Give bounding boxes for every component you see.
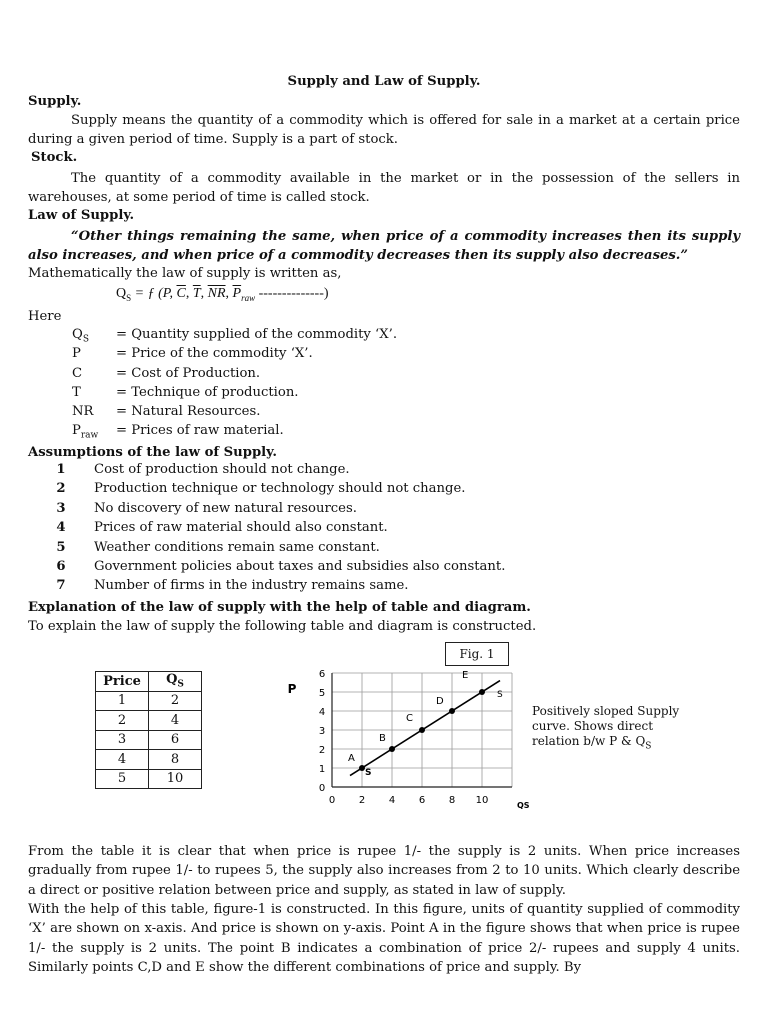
y-tick-label: 4 [318, 707, 326, 718]
y-tick-label: 2 [318, 745, 326, 756]
definitions-list [72, 327, 397, 443]
table-row: 2 4 [96, 711, 202, 731]
figure-label: Fig. 1 [445, 642, 509, 666]
data-point [419, 727, 425, 733]
data-point [479, 689, 485, 695]
table-header-row [96, 672, 202, 692]
explanation-intro: To explain the law of supply the following table and diagram is constructed. [28, 619, 537, 634]
assumptions-heading: Assumptions of the law of Supply. [28, 445, 277, 460]
data-point [389, 746, 395, 752]
definition-row: NR = Natural Resources. [72, 404, 261, 420]
list-item: 7 Number of firms in the industry remains same. [56, 578, 409, 594]
list-item: 3 No discovery of new natural resources. [56, 500, 357, 516]
supply-heading: Supply. [28, 94, 82, 109]
supply-paragraph: Supply means the quantity of a commodity which is offered for sale in a market at a certain price during a given period of time. Supply is a part of stock. [28, 113, 740, 148]
point-label: D [436, 696, 444, 707]
law-heading: Law of Supply. [28, 208, 135, 223]
x-tick-label: 0 [328, 795, 336, 806]
list-item: 6 Government policies about taxes and subsidies also constant. [56, 558, 506, 574]
table-row: 3 6 [96, 730, 202, 750]
x-tick-label: 4 [388, 795, 396, 806]
curve-label-top: S [497, 689, 503, 700]
stock-heading: Stock. [31, 150, 78, 165]
curve-label-bottom: S [365, 768, 372, 778]
supply-function-formula: $Q_S$ = ƒ (P, $\overline{C}$, $\overline{T}$, $\overline{NR}$, $\overline{P}_{raw}$ --------------) [116, 286, 329, 303]
list-item: 2 Production technique or technology should not change. [56, 481, 466, 497]
point-label: A [348, 753, 355, 764]
explanation-heading: Explanation of the law of supply with the help of table and diagram. [28, 600, 531, 615]
math-intro: Mathematically the law of supply is written as, [28, 266, 342, 281]
y-tick-label: 5 [318, 688, 326, 699]
y-tick-label: 3 [318, 726, 326, 737]
closing-paragraph-2: With the help of this table, figure-1 is constructed. In this figure, units of quantity supplied of commodity ‘X’ are shown on x-axis. And price is shown on y-axis. Point A in the figure shows that when price is rupee 1/- the supply is 2 units. The point B indicates a combination of price 2/- rupees and supply 4 units. Similarly points C,D and E show the different combinations of price and supply. By [28, 902, 740, 976]
supply-curve-line [350, 681, 500, 776]
supply-curve-chart [278, 664, 538, 814]
definition-row: C = Cost of Production. [72, 365, 261, 381]
x-tick-label: 8 [448, 795, 456, 806]
x-tick-label: 6 [418, 795, 426, 806]
figure-note: Positively sloped Supply curve. Shows direct relation b/w P & $Q_S$ [532, 704, 680, 752]
y-tick-label: 0 [318, 783, 326, 794]
law-statement: “Other things remaining the same, when price of a commodity increases then its supply also increases, and when price of a commodity decreases then its supply also decreases.” [28, 229, 740, 264]
table-row: 4 8 [96, 750, 202, 770]
definition-row: T = Technique of production. [72, 384, 299, 400]
definition-row: P = Price of the commodity ‘X’. [72, 346, 313, 362]
assumptions-list [28, 462, 505, 598]
definition-row: $P_{raw}$ = Prices of raw material. [72, 423, 284, 442]
point-label: B [379, 733, 386, 744]
table-row: 1 2 [96, 691, 202, 711]
closing-paragraph-1: From the table it is clear that when price is rupee 1/- the supply is 2 units. When price increases gradually from rupee 1/- to rupees 5, the supply also increases from 2 to 10 units. Which clearly describe a direct or positive relation between price and supply, as stated in law of supply. [28, 844, 740, 898]
point-label: E [462, 670, 469, 681]
qs-column-header: $Q_S$ [149, 672, 202, 692]
x-axis-label: QS [517, 801, 530, 810]
here-label: Here [28, 309, 62, 324]
stock-paragraph: The quantity of a commodity available in the market or in the possession of the sellers in warehouses, at some period of time is called stock. [28, 171, 740, 206]
price-column-header: Price [96, 672, 149, 692]
list-item: 4 Prices of raw material should also constant. [56, 520, 388, 536]
y-tick-label: 1 [318, 764, 326, 775]
y-tick-label: 6 [318, 669, 326, 680]
x-tick-label: 2 [358, 795, 366, 806]
page-title: Supply and Law of Supply. [287, 74, 481, 89]
supply-schedule-table [95, 671, 202, 789]
list-item: 5 Weather conditions remain same constant. [56, 539, 380, 555]
data-point [449, 708, 455, 714]
x-tick-label: 10 [475, 795, 489, 806]
table-row: 5 10 [96, 769, 202, 789]
definition-row: $Q_S$ = Quantity supplied of the commodity ‘X’. [72, 327, 398, 345]
y-axis-label: P [287, 682, 297, 696]
list-item: 1 Cost of production should not change. [56, 462, 350, 477]
point-label: C [406, 713, 413, 724]
